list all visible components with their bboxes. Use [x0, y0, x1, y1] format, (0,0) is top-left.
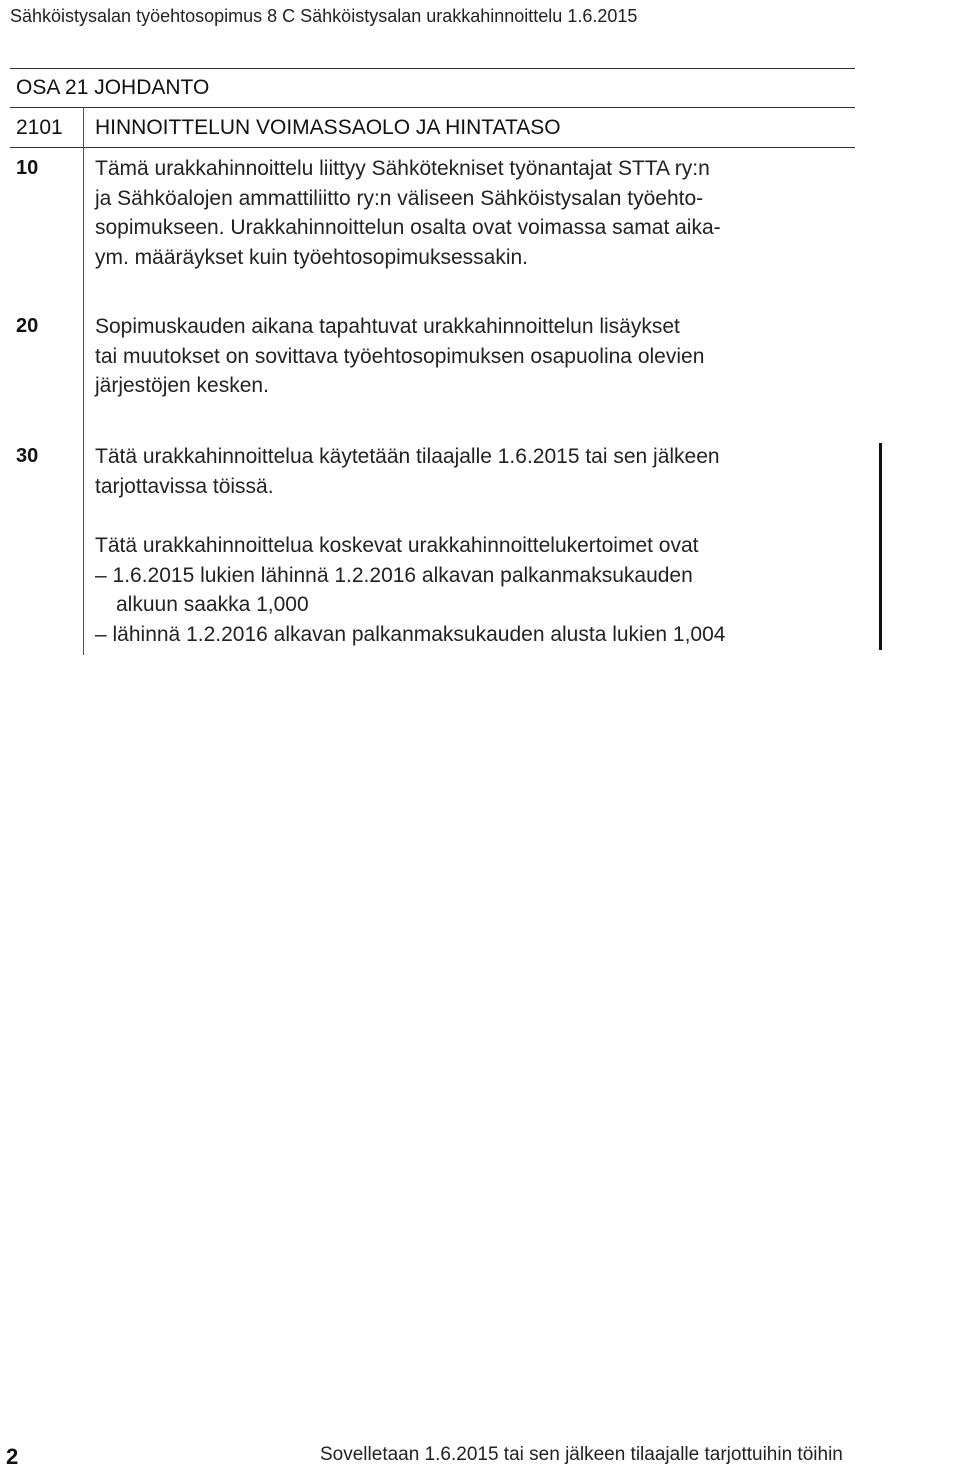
text-line: tai muutokset on sovittava työehtosopimuksen osapuolina olevien	[95, 344, 705, 368]
text-line: tarjottavissa töissä.	[95, 474, 274, 498]
paragraph-number: 20	[16, 315, 39, 337]
paragraph-number: 30	[16, 445, 39, 467]
rule-top	[10, 68, 855, 69]
text-line: Tämä urakkahinnoittelu liittyy Sähkötekniset työnantajat STTA ry:n	[95, 157, 710, 180]
text-line: järjestöjen kesken.	[95, 374, 269, 397]
coefficient-item: – 1.6.2015 lukien lähinnä 1.2.2016 alkavan palkanmaksukauden	[95, 563, 693, 587]
change-bar	[879, 443, 882, 650]
heading-code: 2101	[16, 116, 63, 139]
coefficient-item: – lähinnä 1.2.2016 alkavan palkanmaksukauden alusta lukien 1,004	[95, 622, 726, 646]
coefficient-item-continued: alkuun saakka 1,000	[116, 593, 309, 616]
rule-section	[10, 107, 855, 108]
paragraph-text	[95, 442, 835, 501]
text-line: sopimukseen. Urakkahinnoittelun osalta ovat voimassa samat aika-	[95, 216, 721, 239]
heading-title: HINNOITTELUN VOIMASSAOLO JA HINTATASO	[95, 116, 561, 139]
paragraph-number: 10	[16, 157, 39, 179]
text-line: Sopimuskauden aikana tapahtuvat urakkahinnoittelun lisäykset	[95, 315, 680, 338]
coefficients-intro: Tätä urakkahinnoittelua koskevat urakkahinnoittelukertoimet ovat	[95, 534, 699, 557]
paragraph-text	[95, 154, 835, 272]
footer-text: Sovelletaan 1.6.2015 tai sen jälkeen tilaajalle tarjottuihin töihin	[320, 1444, 843, 1465]
text-line: ym. määräykset kuin työehtosopimuksessakin.	[95, 245, 529, 269]
text-line: ja Sähköalojen ammattiliitto ry:n väliseen Sähköistysalan työehto-	[95, 186, 704, 210]
rule-heading	[10, 147, 855, 148]
coefficients-block	[95, 531, 835, 649]
page-number: 2	[6, 1444, 19, 1469]
text-line: Tätä urakkahinnoittelua käytetään tilaajalle 1.6.2015 tai sen jälkeen	[95, 445, 720, 468]
section-label: OSA 21 JOHDANTO	[16, 76, 210, 99]
running-header: Sähköistysalan työehtosopimus 8 C Sähköistysalan urakkahinnoittelu 1.6.2015	[10, 6, 638, 26]
column-divider	[83, 107, 84, 655]
paragraph-text	[95, 312, 835, 401]
